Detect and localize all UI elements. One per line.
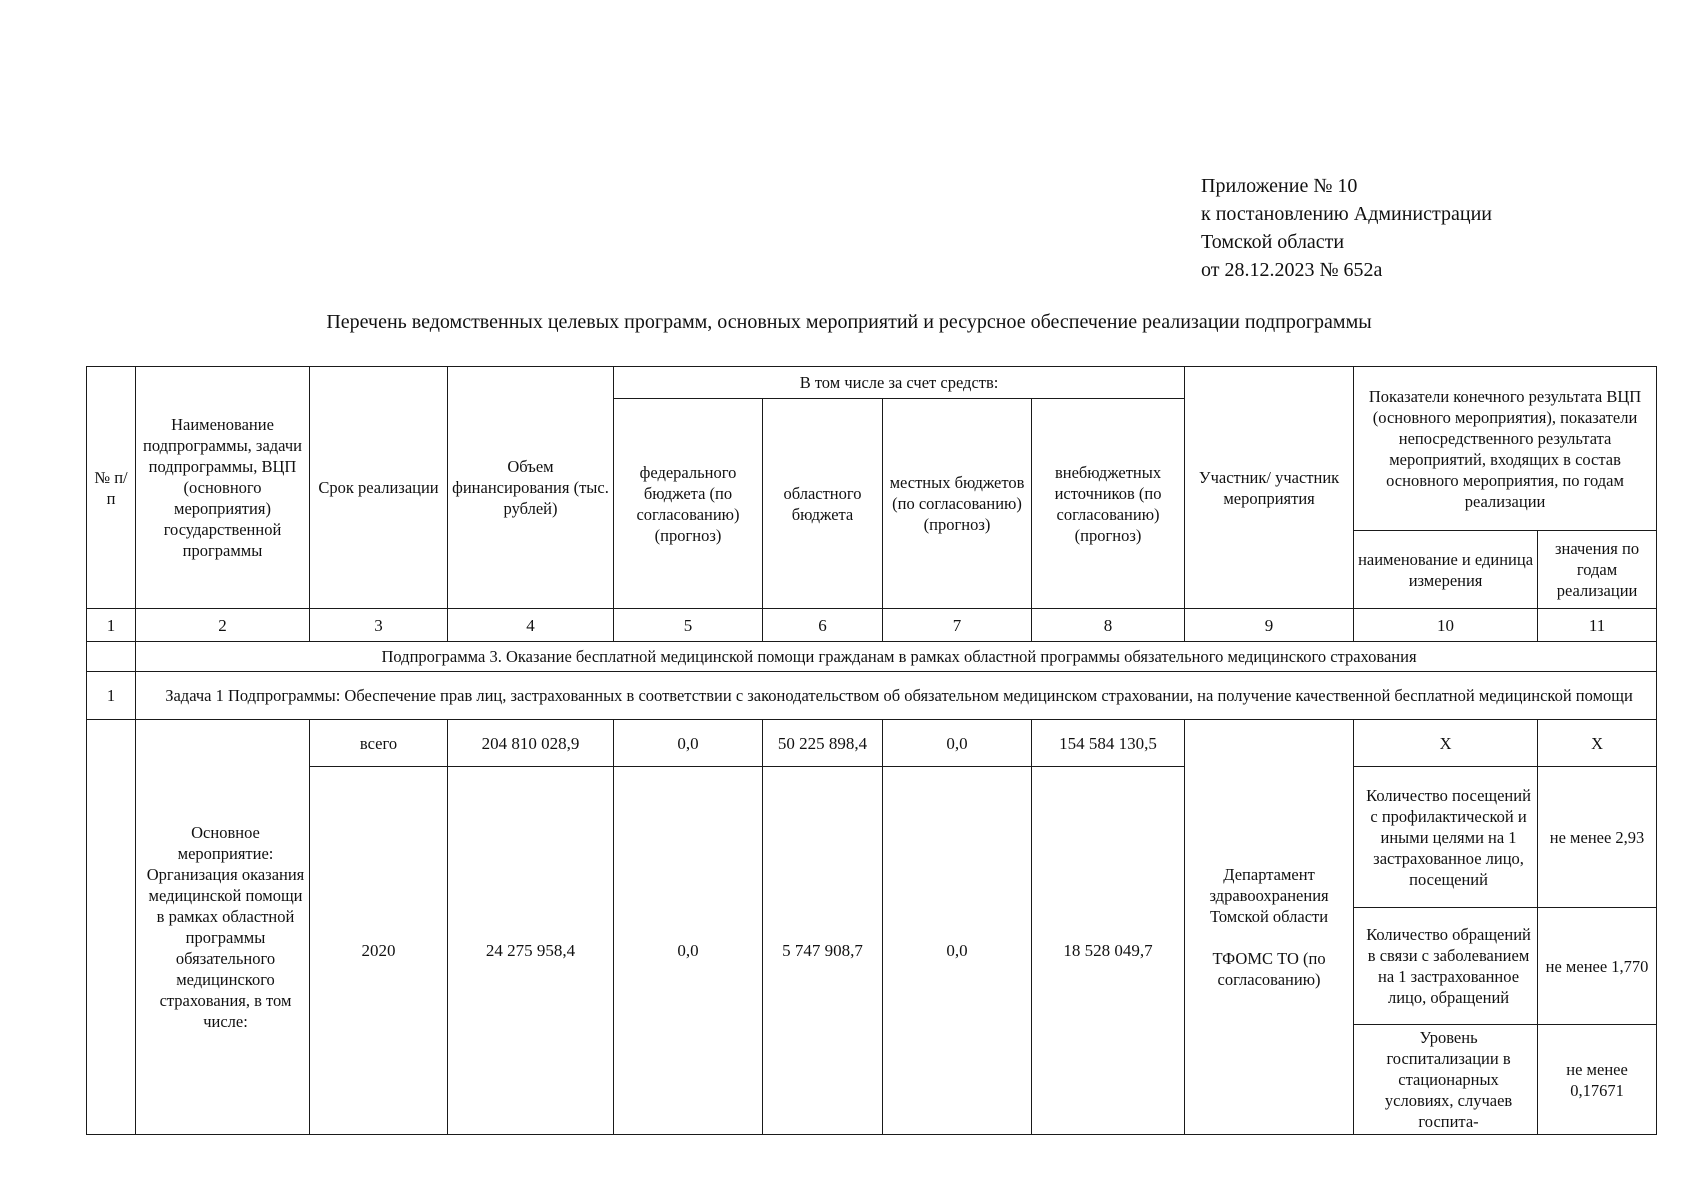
year-local: 0,0 xyxy=(883,767,1032,1135)
appendix-block xyxy=(1201,172,1492,284)
subprogram-num-cell xyxy=(87,642,136,672)
indicator-value: не менее 1,770 xyxy=(1538,908,1657,1025)
column-number: 2 xyxy=(136,609,310,642)
subprogram-row xyxy=(87,642,1657,672)
total-volume: 204 810 028,9 xyxy=(448,720,614,767)
main-activity-name: Основное мероприятие: Организация оказания медицинской помощи в рамках областной программы обязательного медицинского страхования, в том числе: xyxy=(136,720,310,1135)
appendix-line-4: от 28.12.2023 № 652а xyxy=(1201,259,1383,281)
task-text: Задача 1 Подпрограммы: Обеспечение прав лиц, застрахованных в соответствии с законодательством об обязательном медицинском страховании, на получение качественной бесплатной медицинской помощи xyxy=(136,672,1657,720)
total-indicator-name: Х xyxy=(1354,720,1538,767)
year-extra: 18 528 049,7 xyxy=(1032,767,1185,1135)
column-number: 1 xyxy=(87,609,136,642)
header-participant: Участник/ участник мероприятия xyxy=(1185,367,1354,609)
indicator-value: не менее 2,93 xyxy=(1538,767,1657,908)
year-regional: 5 747 908,7 xyxy=(763,767,883,1135)
indicator-name: Уровень госпитализации в стационарных условиях, случаев госпита- xyxy=(1354,1025,1538,1135)
total-extra: 154 584 130,5 xyxy=(1032,720,1185,767)
participant: Департамент здравоохранения Томской области ТФОМС ТО (по согласованию) xyxy=(1185,720,1354,1135)
appendix-line-3: Томской области xyxy=(1201,231,1345,253)
year-federal: 0,0 xyxy=(614,767,763,1135)
task-num: 1 xyxy=(87,672,136,720)
header-indicators-group: Показатели конечного результата ВЦП (основного мероприятия), показатели непосредственного результата мероприятий, входящих в состав основного мероприятия, по годам реализации xyxy=(1354,367,1657,531)
header-sources-group: В том числе за счет средств: xyxy=(614,367,1185,399)
indicator-name: Количество обращений в связи с заболеванием на 1 застрахованное лицо, обращений xyxy=(1354,908,1538,1025)
column-number: 8 xyxy=(1032,609,1185,642)
activity-num-cell xyxy=(87,720,136,1135)
appendix-line-2: к постановлению Администрации xyxy=(1201,203,1492,225)
appendix-line-1: Приложение № 10 xyxy=(1201,175,1358,197)
year-volume: 24 275 958,4 xyxy=(448,767,614,1135)
header-indicator-name: наименование и единица измерения xyxy=(1354,531,1538,609)
header-extra: внебюджетных источников (по согласованию) (прогноз) xyxy=(1032,399,1185,609)
subprogram-title: Подпрограмма 3. Оказание бесплатной медицинской помощи гражданам в рамках областной программы обязательного медицинского страхования xyxy=(136,642,1657,672)
total-federal: 0,0 xyxy=(614,720,763,767)
total-regional: 50 225 898,4 xyxy=(763,720,883,767)
year-term: 2020 xyxy=(310,767,448,1135)
total-local: 0,0 xyxy=(883,720,1032,767)
header-num: № п/п xyxy=(87,367,136,609)
document-title: Перечень ведомственных целевых программ, основных мероприятий и ресурсное обеспечение реализации подпрограммы xyxy=(326,311,1372,333)
column-number: 5 xyxy=(614,609,763,642)
total-term: всего xyxy=(310,720,448,767)
header-local: местных бюджетов (по согласованию) (прогноз) xyxy=(883,399,1032,609)
column-number: 11 xyxy=(1538,609,1657,642)
column-number: 10 xyxy=(1354,609,1538,642)
indicator-name: Количество посещений с профилактической и иными целями на 1 застрахованное лицо, посещений xyxy=(1354,767,1538,908)
header-name: Наименование подпрограммы, задачи подпрограммы, ВЦП (основного мероприятия) государственной программы xyxy=(136,367,310,609)
column-number: 4 xyxy=(448,609,614,642)
column-number: 6 xyxy=(763,609,883,642)
header-indicator-values: значения по годам реализации xyxy=(1538,531,1657,609)
header-regional: областного бюджета xyxy=(763,399,883,609)
total-row xyxy=(87,720,1657,767)
total-indicator-value: Х xyxy=(1538,720,1657,767)
header-volume: Объем финансирования (тыс. рублей) xyxy=(448,367,614,609)
column-numbers-row xyxy=(87,609,1657,642)
header-term: Срок реализации xyxy=(310,367,448,609)
year-row xyxy=(87,767,1657,908)
program-table xyxy=(86,366,1657,1135)
indicator-value: не менее 0,17671 xyxy=(1538,1025,1657,1135)
task-row xyxy=(87,672,1657,720)
header-federal: федерального бюджета (по согласованию) (прогноз) xyxy=(614,399,763,609)
column-number: 3 xyxy=(310,609,448,642)
column-number: 9 xyxy=(1185,609,1354,642)
column-number: 7 xyxy=(883,609,1032,642)
